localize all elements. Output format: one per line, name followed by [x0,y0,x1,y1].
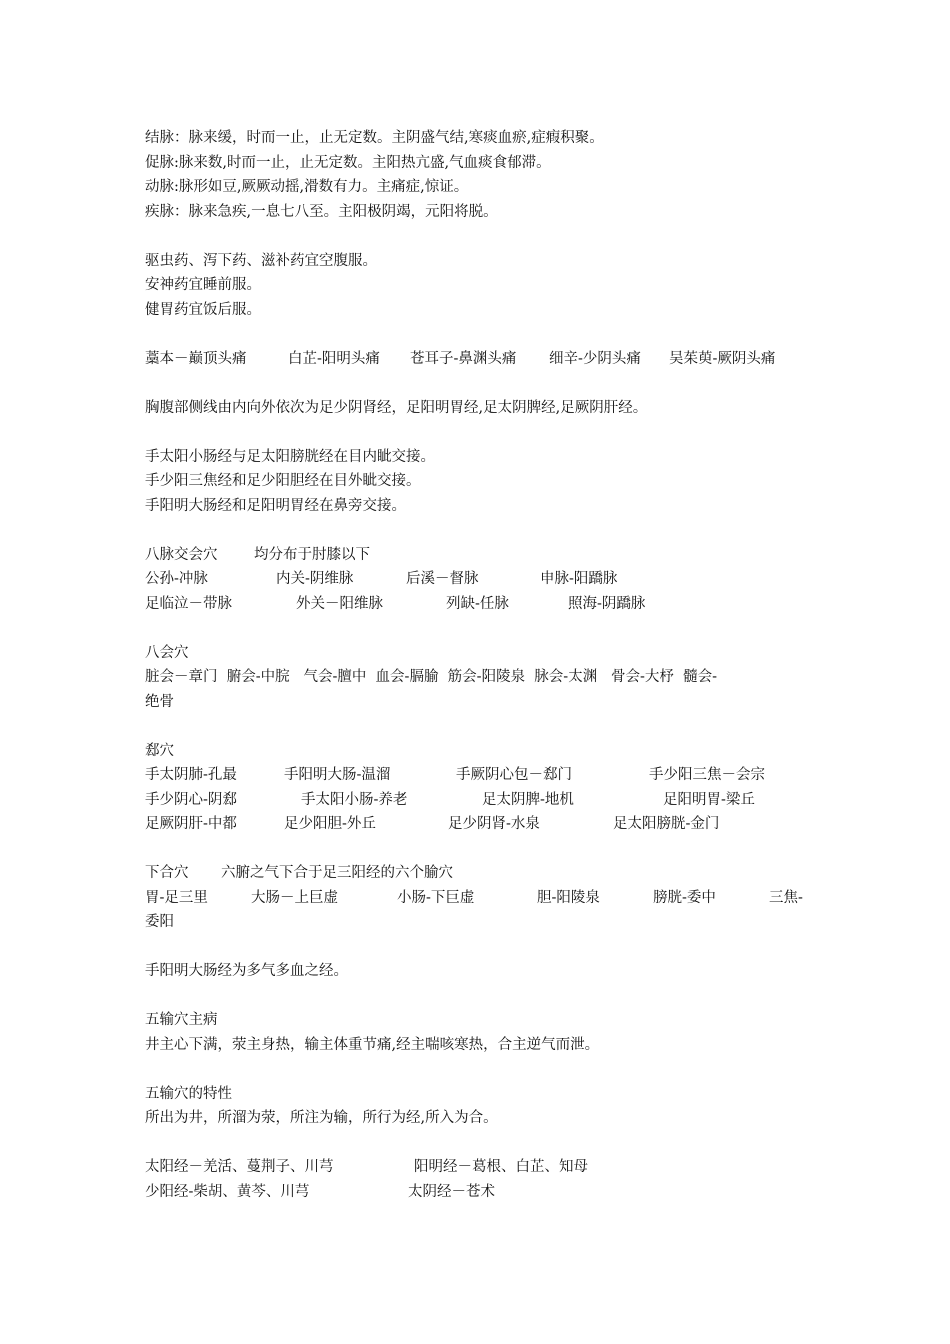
headache-herbs-row [145,347,815,372]
point-pair: 大肠－上巨虚 [251,889,338,906]
point-pair: 小肠-下巨虚 [397,889,475,906]
channel-herbs-row [145,1155,815,1180]
channel-herb: 太阳经－羌活、蔓荆子、川芎 [145,1159,334,1175]
five-shu-disease-line: 井主心下满，荥主身热，输主体重节痛,经主喘咳寒热，合主逆气而泄。 [145,1036,600,1053]
point-pair: 膀胱-委中 [653,889,716,906]
large-intestine-line: 手阳明大肠经为多气多血之经。 [145,963,348,979]
point-pair: 公孙-冲脉 [145,571,208,587]
junction-line: 手少阳三焦经和足少阳胆经在目外眦交接。 [145,473,421,489]
channel-herbs-row [145,1180,815,1205]
point-pair: 后溪－督脉 [406,571,479,587]
point-pair: 足太阳膀胱-金门 [613,816,720,832]
eight-vessels-row [145,592,815,617]
headache-herb: 吴茱萸-厥阴头痛 [669,350,776,367]
section-title: 八会穴 [145,644,189,661]
eight-vessels-heading [145,543,815,568]
headache-herb: 苍耳子-鼻渊头痛 [410,350,517,367]
point-pair: 列缺-任脉 [446,595,509,612]
point-pair: 申脉-阳蹻脉 [540,571,618,587]
pulse-line: 促脉:脉来数,时而一止，止无定数。主阳热亢盛,气血痰食郁滞。 [145,154,551,171]
dosing-line: 健胃药宜饭后服。 [145,301,261,318]
channel-herb: 太阴经－苍术 [408,1183,495,1200]
lower-he-continuation: 委阳 [145,914,174,930]
point-pair: 胃-足三里 [145,889,208,906]
channel-herb: 少阳经-柴胡、黄芩、川芎 [145,1183,310,1200]
point-pair: 内关-阴维脉 [276,571,354,587]
dosing-line: 安神药宜睡前服。 [145,277,261,293]
dosing-line: 驱虫药、泻下药、滋补药宜空腹服。 [145,252,377,269]
section-title: 郄穴 [145,742,174,759]
xi-points-row [145,788,815,813]
document-page [145,126,815,1204]
point-pair: 足少阳胆-外丘 [284,816,376,832]
section-title: 五输穴的特性 [145,1085,232,1102]
point-pair: 外关－阳维脉 [296,595,383,612]
headache-herb: 藁本－巅顶头痛 [145,350,247,367]
junction-line: 手阳明大肠经和足阳明胃经在鼻旁交接。 [145,497,406,514]
channel-herb: 阳明经－葛根、白芷、知母 [414,1159,588,1175]
point-pair: 三焦- [769,889,803,906]
section-title: 下合穴 [145,865,189,881]
five-shu-trait-line: 所出为井，所溜为荥，所注为输，所行为经,所入为合。 [145,1110,498,1126]
xi-points-row [145,763,815,788]
lower-he-row [145,886,815,911]
chest-meridians-line: 胸腹部侧线由内向外依次为足少阴肾经，足阳明胃经,足太阴脾经,足厥阴肝经。 [145,399,648,416]
point-pair: 足阳明胃-梁丘 [663,791,755,808]
point-pair: 手少阳三焦－会宗 [649,767,765,783]
point-pair: 手太阴肺-孔最 [145,767,237,783]
xi-points-row [145,812,815,837]
point-pair: 照海-阴蹻脉 [568,595,646,612]
point-pair: 足少阴肾-水泉 [448,816,540,832]
point-pair: 手厥阴心包－郄门 [456,767,572,783]
lower-he-heading [145,861,815,886]
point-pair: 手太阳小肠-养老 [301,791,408,808]
pulse-line: 结脉：脉来缓，时而一止，止无定数。主阴盛气结,寒痰血瘀,症瘕积聚。 [145,130,604,146]
junction-line: 手太阳小肠经与足太阳膀胱经在目内眦交接。 [145,448,435,465]
point-pair: 手少阴心-阴郄 [145,791,237,808]
eight-vessels-row [145,567,815,592]
point-pair: 足厥阴肝-中都 [145,816,237,832]
section-title: 五输穴主病 [145,1012,218,1028]
influential-points-line: 绝骨 [145,693,174,710]
point-pair: 手阳明大肠-温溜 [284,767,391,783]
headache-herb: 细辛-少阴头痛 [549,350,641,367]
pulse-line: 疾脉：脉来急疾,一息七八至。主阳极阴竭，元阳将脱。 [145,203,498,220]
headache-herb: 白芷-阳明头痛 [288,350,380,367]
section-note: 均分布于肘膝以下 [254,546,370,563]
section-title: 八脉交会穴 [145,546,218,563]
section-note: 六腑之气下合于足三阳经的六个腧穴 [221,865,453,881]
point-pair: 足太阴脾-地机 [482,791,574,808]
influential-points-line: 脏会－章门 腑会-中脘 气会-膻中 血会-膈腧 筋会-阳陵泉 脉会-太渊 骨会-大杼 髓会- [145,669,718,685]
point-pair: 足临泣－带脉 [145,595,232,612]
point-pair: 胆-阳陵泉 [537,889,600,906]
pulse-line: 动脉:脉形如豆,厥厥动摇,滑数有力。主痛症,惊证。 [145,179,469,195]
